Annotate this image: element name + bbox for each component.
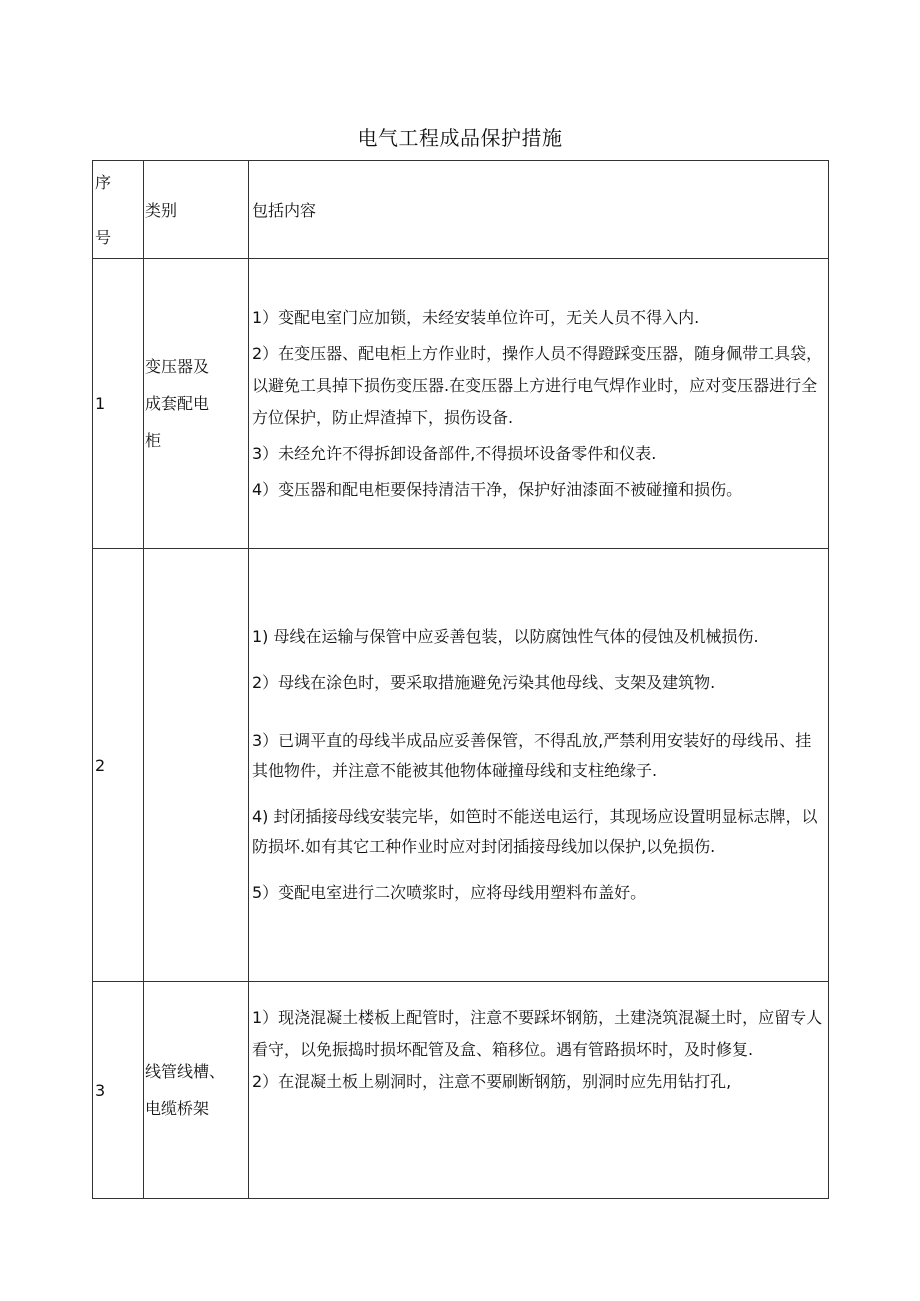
content-item: 4) 封闭插接母线安装完毕，如笆时不能送电运行，其现场应设置明显标志牌，以防损坏.如有其它工种作业时应对封闭插接母线加以保护,以免损伤. xyxy=(252,807,818,856)
header-seq xyxy=(93,161,144,259)
row-content xyxy=(249,549,829,982)
content-item: 1）现浇混凝土楼板上配管时，注意不要踩坏钢筋，土建浇筑混凝土时，应留专人看守，以免振捣时损坏配管及盒、箱移位。遇有管路损坏时，及时修复. xyxy=(252,1008,823,1059)
category-line: 柜 xyxy=(145,431,162,450)
content-item: 4）变压器和配电柜要保持清洁干净，保护好油漆面不被碰撞和损伤。 xyxy=(252,479,743,499)
row-index: 1 xyxy=(93,259,144,549)
content-item: 2）在混凝土板上剔洞时，注意不要刷断钢筋，别洞时应先用钻打孔, xyxy=(252,1072,732,1091)
category-line: 电缆桥架 xyxy=(145,1099,210,1118)
header-category: 类别 xyxy=(144,161,249,259)
page-title: 电气工程成品保护措施 xyxy=(357,126,563,150)
content-item: 1）变配电室门应加锁，未经安装单位许可，无关人员不得入内. xyxy=(252,307,700,327)
content-item: 5）变配电室进行二次喷浆时，应将母线用塑料布盖好。 xyxy=(252,883,647,902)
row-category xyxy=(144,549,249,982)
table-row xyxy=(93,549,829,982)
content-item: 3）已调平直的母线半成品应妥善保管，不得乱放,严禁利用安装好的母线吊、挂其他物件，并注意不能被其他物体碰撞母线和支柱绝缘子. xyxy=(252,731,812,780)
header-content: 包括内容 xyxy=(249,161,829,259)
table-row xyxy=(93,982,829,1199)
content-item: 1) 母线在运输与保管中应妥善包装，以防腐蚀性气体的侵蚀及机械损伤. xyxy=(252,627,759,646)
category-line: 线管线槽、 xyxy=(145,1062,226,1081)
table-header-row xyxy=(93,161,829,259)
table-row xyxy=(93,259,829,549)
header-seq-line1: 序 xyxy=(95,172,112,192)
row-category xyxy=(144,982,249,1199)
category-line: 成套配电 xyxy=(145,394,210,413)
row-index: 2 xyxy=(93,549,144,982)
row-index: 3 xyxy=(93,982,144,1199)
row-content xyxy=(249,982,829,1199)
protection-measures-table xyxy=(92,160,829,1199)
header-seq-line2: 号 xyxy=(95,227,112,247)
content-item: 3）未经允许不得拆卸设备部件,不得损坏设备零件和仪表. xyxy=(252,443,657,463)
content-item: 2）母线在涂色时，要采取措施避免污染其他母线、支架及建筑物. xyxy=(252,673,716,692)
row-content xyxy=(249,259,829,549)
category-line: 变压器及 xyxy=(145,357,210,376)
content-item: 2）在变压器、配电柜上方作业时，操作人员不得蹬踩变压器，随身佩带工具袋，以避免工具掉下损伤变压器.在变压器上方进行电气焊作业时，应对变压器进行全方位保护，防止焊渣掉下，损伤设备. xyxy=(252,343,823,427)
row-category xyxy=(144,259,249,549)
